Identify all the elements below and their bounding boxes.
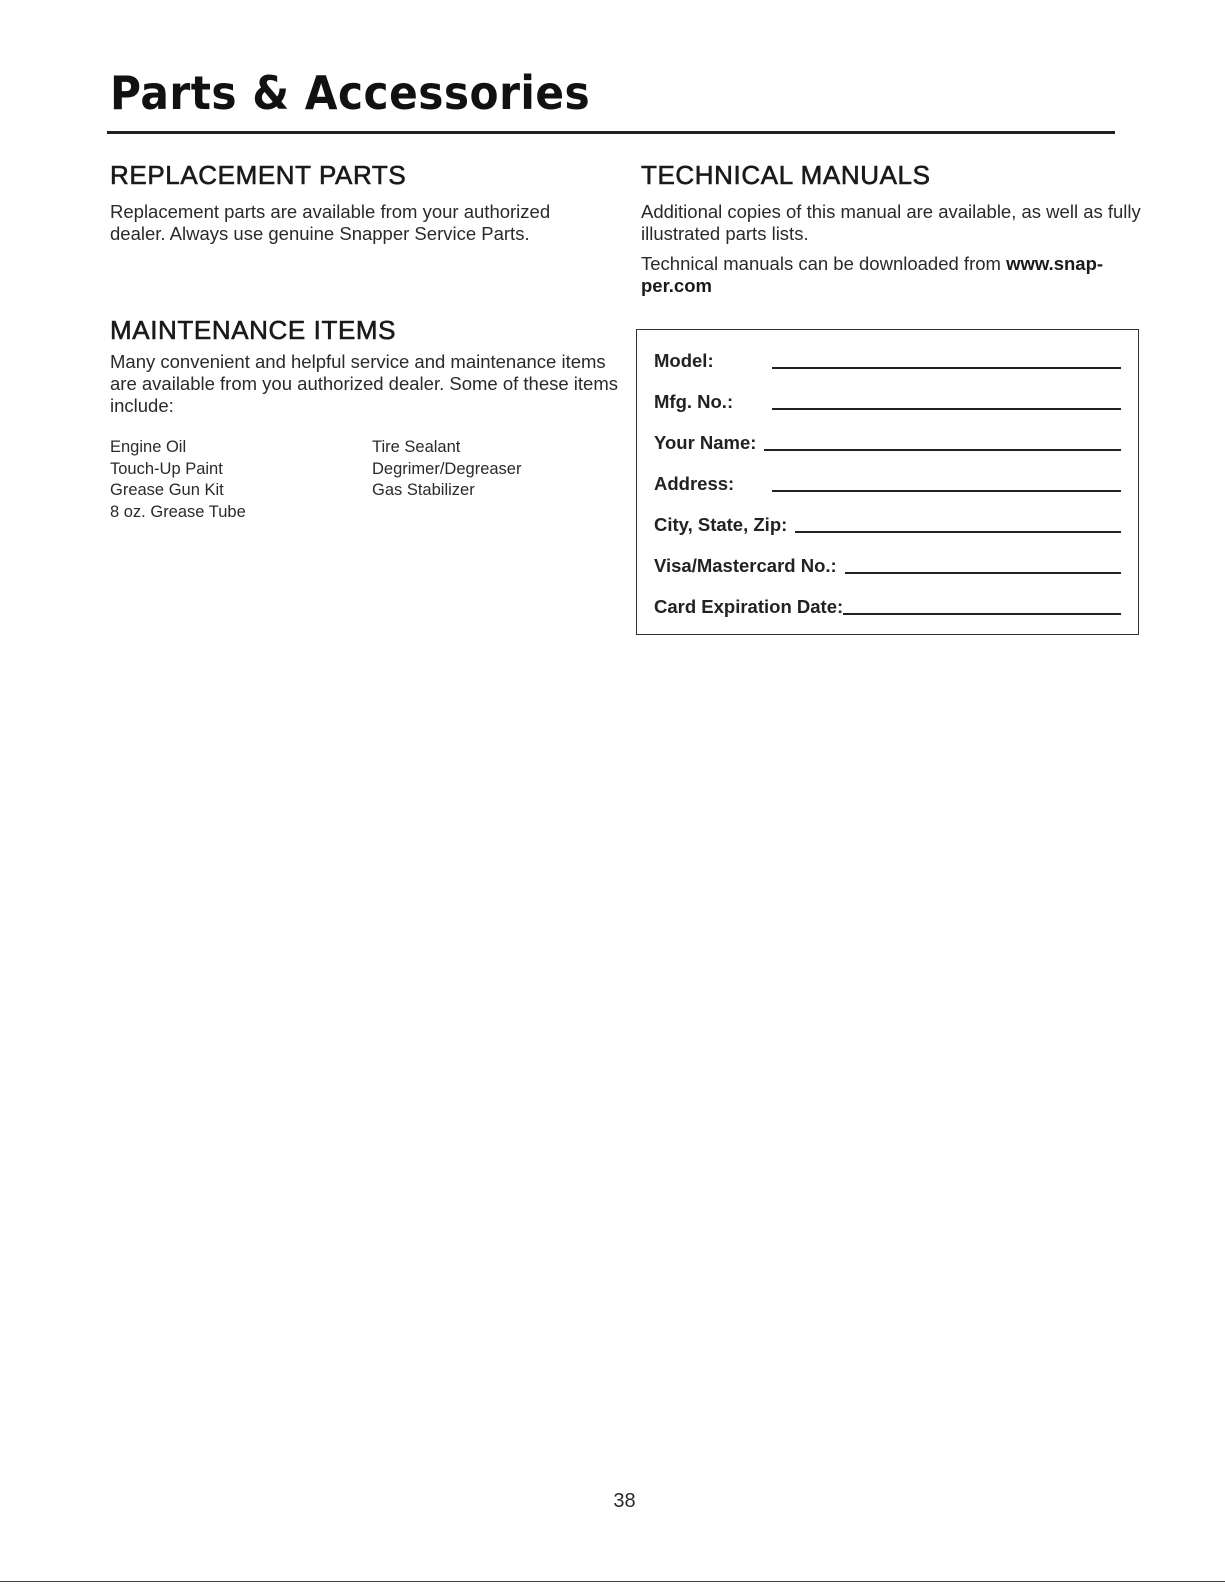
technical-manuals-download-text [641, 253, 1141, 297]
form-label: Mfg. No.: [654, 391, 734, 412]
technical-manuals-heading: TECHNICAL MANUALS [641, 160, 931, 190]
form-row-address [654, 473, 1121, 495]
city-state-zip-field[interactable] [795, 531, 1121, 533]
model-field[interactable] [772, 367, 1121, 369]
maintenance-items-heading: MAINTENANCE ITEMS [110, 315, 397, 345]
order-info-form [636, 329, 1139, 635]
replacement-parts-text: Replacement parts are available from your authorized dealer. Always use genuine Snapper Service Parts. [110, 201, 551, 244]
items-column-1 [110, 437, 372, 523]
form-row-expiration [654, 596, 1121, 618]
form-label: Your Name: [654, 432, 757, 453]
list-item: Engine Oil [110, 438, 187, 456]
technical-manuals-text: Additional copies of this manual are available, as well as fully illustrated parts lists. [641, 201, 1141, 244]
maintenance-items-text: Many convenient and helpful service and maintenance items are available from you authorized dealer. Some of these items include: [110, 351, 619, 416]
form-row-mfg-no [654, 391, 1121, 413]
expiration-date-field[interactable] [843, 613, 1121, 615]
items-column-2 [372, 437, 592, 523]
list-item: Gas Stabilizer [372, 481, 475, 499]
maintenance-items-list [110, 437, 592, 523]
form-row-card-number [654, 555, 1121, 577]
form-label: Model: [654, 350, 714, 371]
technical-manuals-section [641, 160, 1146, 297]
website-link[interactable]: www.snap-per.com [641, 253, 1104, 296]
list-item: Tire Sealant [372, 438, 461, 456]
your-name-field[interactable] [764, 449, 1121, 451]
download-text-prefix: Technical manuals can be downloaded from [641, 253, 1007, 274]
form-label: Address: [654, 473, 735, 494]
list-item: 8 oz. Grease Tube [110, 502, 246, 521]
form-label: City, State, Zip: [654, 514, 788, 535]
card-number-field[interactable] [845, 572, 1121, 574]
replacement-parts-section [110, 160, 610, 245]
replacement-parts-heading: REPLACEMENT PARTS [110, 160, 407, 190]
form-row-city-state-zip [654, 514, 1121, 536]
list-item: Degrimer/Degreaser [372, 459, 522, 478]
mfg-no-field[interactable] [772, 408, 1121, 410]
title-divider [107, 131, 1115, 134]
form-row-your-name [654, 432, 1121, 454]
bottom-divider [0, 1581, 1225, 1582]
page-number: 38 [613, 1490, 636, 1512]
form-row-model [654, 350, 1121, 372]
page-title: Parts & Accessories [110, 66, 591, 120]
list-item: Touch-Up Paint [110, 459, 223, 478]
address-field[interactable] [772, 490, 1121, 492]
form-label: Visa/Mastercard No.: [654, 555, 837, 576]
form-label: Card Expiration Date: [654, 596, 844, 617]
list-item: Grease Gun Kit [110, 481, 224, 499]
